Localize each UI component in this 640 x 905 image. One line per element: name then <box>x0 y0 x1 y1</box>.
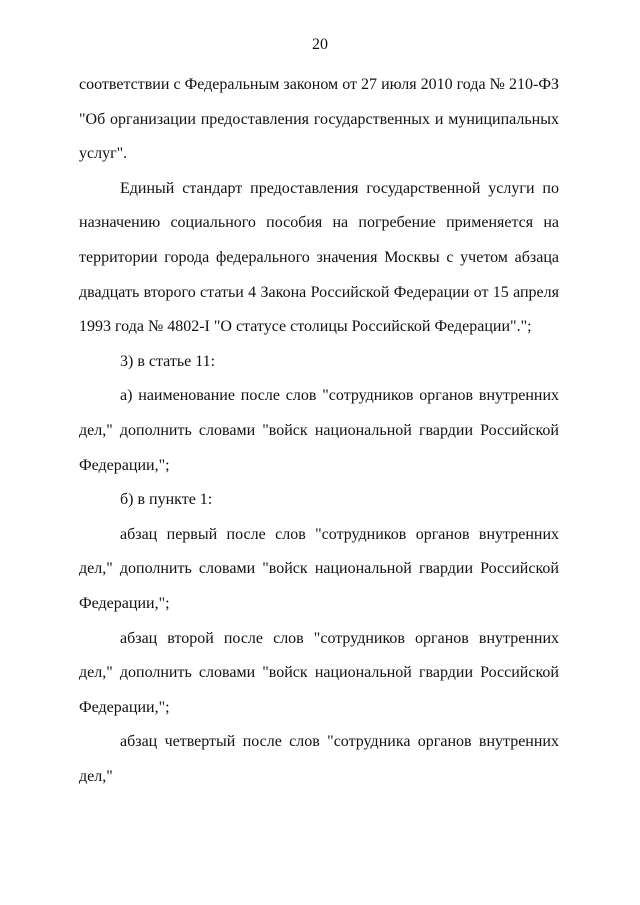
paragraph-fourth-abzac: абзац четвертый после слов "сотрудника органов внутренних дел," <box>79 733 559 785</box>
paragraph-item-b: б) в пункте 1: <box>120 491 213 509</box>
paragraph-second-abzac: абзац второй после слов "сотрудников органов внутренних дел," дополнить словами "войск национальной гвардии Российской Федерации,"; <box>79 629 559 716</box>
document-body <box>79 68 559 794</box>
paragraph-standard: Единый стандарт предоставления государственной услуги по назначению социального пособия на погребение применяется на территории города федерального значения Москвы с учетом абзаца двадцать второго статьи 4 Закона Российской Федерации от 15 апреля 1993 года № 4802-I "О статусе столицы Российской Федерации"."; <box>79 179 559 336</box>
page-number: 20 <box>312 36 328 53</box>
paragraph-first-abzac: абзац первый после слов "сотрудников органов внутренних дел," дополнить словами "войск национальной гвардии Российской Федерации,"; <box>79 525 559 612</box>
paragraph-item-a: а) наименование после слов "сотрудников органов внутренних дел," дополнить словами "войск национальной гвардии Российской Федерации,"; <box>79 387 559 474</box>
paragraph-article-11: 3) в статье 11: <box>120 352 216 370</box>
paragraph-continuation: соответствии с Федеральным законом от 27 июля 2010 года № 210-ФЗ "Об организации предоставления государственных и муниципальных услуг". <box>79 76 559 163</box>
